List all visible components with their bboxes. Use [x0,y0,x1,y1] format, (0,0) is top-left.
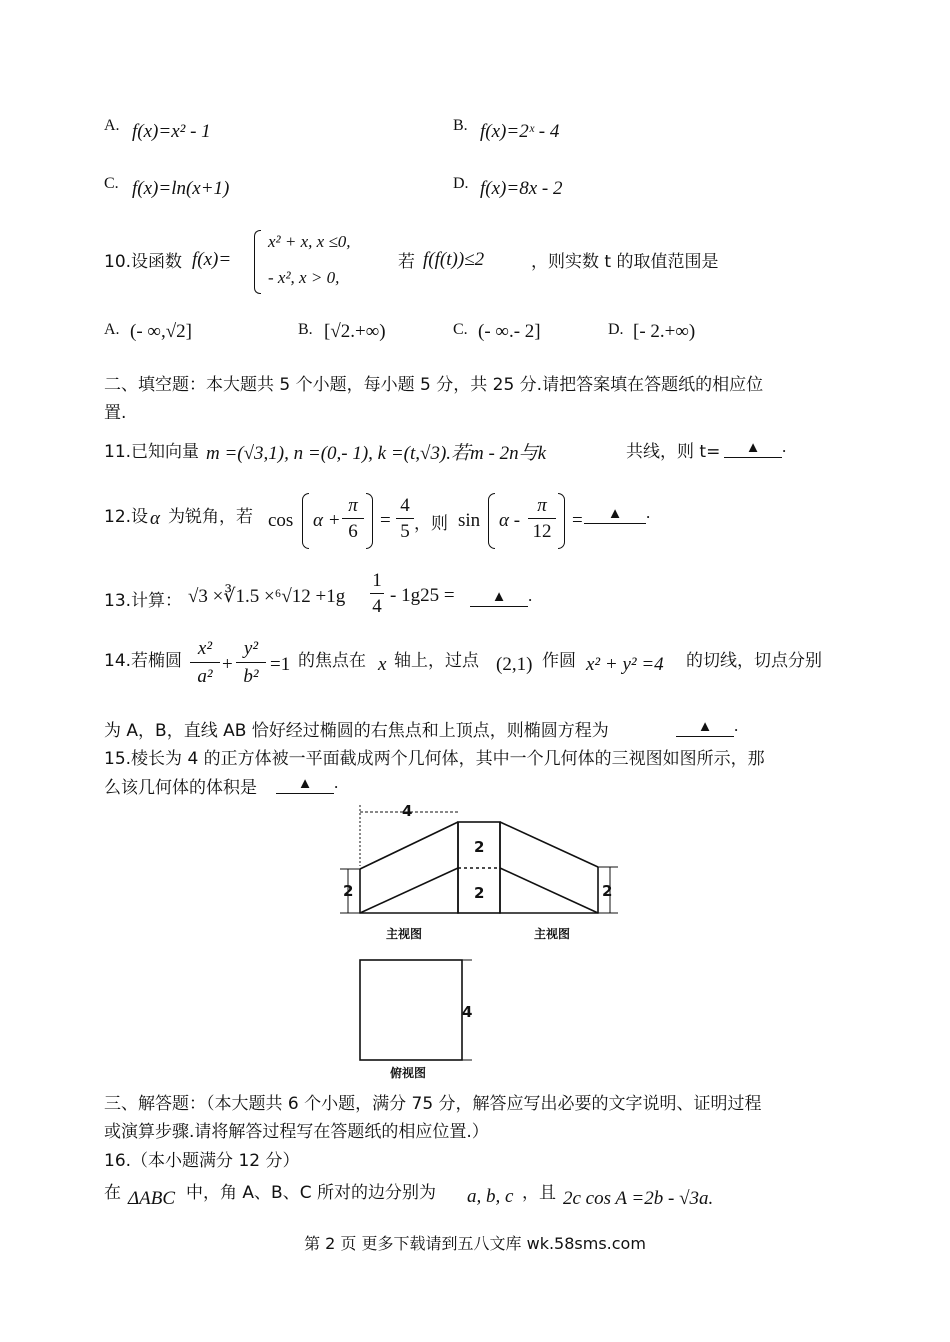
front-view-top-edge [360,822,458,869]
caption-side-view: 主视图 [534,927,571,941]
q9-option-b-expr: f(x)=2ˣ - 4 [480,121,560,142]
q14-point: (2,1) [496,654,533,675]
q10-cond: f(f(t))≤2 [423,249,485,270]
q10-option-d-expr: [- 2.+∞) [633,321,696,342]
q16-condition: 2c cos A =2b - √3a. [563,1188,714,1209]
q12-prefix: 12.设 [104,507,149,527]
q14-xvar: x [378,654,387,675]
dim-left-label: 2 [343,882,354,900]
three-view-figure [330,800,630,1082]
top-view-square [360,960,462,1060]
q12-then: ，则 [414,514,448,534]
q14-a2: a² [197,666,213,687]
q10-brace [254,230,261,294]
q14-frac-y2-b2 [236,636,266,691]
q14-frac-x2-a2 [190,636,220,691]
front-view-outline [360,822,458,913]
q16-triangle: ΔABC [128,1188,176,1209]
front-view-diagonal [360,868,458,913]
dim-mid-upper-label: 2 [474,838,485,856]
q12-alpha-plus: α + [313,510,341,531]
q15-line2: 么该几何体的体积是 [104,778,257,798]
q12-alpha-minus: α - [499,510,521,531]
q9-option-a-expr: f(x)=x² - 1 [132,121,211,142]
q11-end: . [782,437,787,456]
q10-mid: 若 [398,252,415,272]
q15-line1: 15.棱长为 4 的正方体被一平面截成两个几何体，其中一个几何体的三视图如图所示，那 [104,749,765,769]
q9-option-a-label: A. [104,117,120,134]
q12-six: 6 [348,521,358,542]
q14-y2: y² [236,636,266,663]
q13-expr: √3 ×∛1.5 ×⁶√12 +1g [188,586,346,607]
q12-paren-right-1 [366,493,373,549]
q13-answer-blank[interactable]: ▲ [470,588,528,607]
dim-mid-lower-label: 2 [474,884,485,902]
q10-case2: - x², x > 0, [268,268,340,287]
side-view-diagonal [500,868,598,913]
q12-frac-pi-12 [528,494,556,545]
q11-suffix: 共线，则 t= [626,442,721,462]
q13-four: 4 [372,596,382,617]
q16-t2: 中，角 A、B、C 所对的边分别为 [186,1183,436,1203]
q14-plus: + [222,654,233,675]
q16-t1: 在 [104,1183,121,1203]
q10-option-c-expr: (- ∞.- 2] [478,321,541,342]
q12-pi: π [342,494,364,519]
q14-prefix: 14.若椭圆 [104,651,183,671]
q10-option-b-expr: [√2.+∞) [324,321,386,342]
q10-prefix: 10.设函数 [104,252,183,272]
q12-four: 4 [396,494,414,519]
q13-one: 1 [370,569,384,594]
q16-t3: ，且 [522,1183,556,1203]
q11-answer-blank[interactable]: ▲ [724,439,782,458]
q14-t2: 轴上，过点 [394,651,479,671]
q10-fx: f(x)= [192,249,232,270]
section2-heading-line2: 置. [104,403,127,423]
q12-alpha: α [150,508,160,529]
q12-pi-2: π [528,494,556,519]
q9-option-c-label: C. [104,175,119,192]
q12-end: . [646,503,651,522]
section3-heading-line1: 三、解答题：（本大题共 6 个小题，满分 75 分，解答应写出必要的文字说明、证明过程 [104,1094,762,1114]
q12-eq2: = [572,510,583,531]
q14-b2: b² [243,666,259,687]
dim-square-label: 4 [462,1003,473,1021]
dim-top-label: 4 [402,802,413,820]
q14-x2: x² [190,636,220,663]
q15-answer [276,773,338,794]
q12-mid: 为锐角，若 [168,507,253,527]
q10-suffix: ，则实数 t 的取值范围是 [531,252,719,272]
q12-paren-left-2 [488,493,495,549]
q14-end: . [734,716,739,735]
q14-t4: 的切线，切点分别 [686,651,822,671]
q9-option-b-label: B. [453,117,468,134]
q12-paren-right-2 [558,493,565,549]
q13-rest: - 1g25 = [390,585,455,606]
q12-answer-blank[interactable]: ▲ [584,505,646,524]
q10-option-b-label: B. [298,321,313,338]
q16-title: 16.（本小题满分 12 分） [104,1151,300,1171]
q12-frac-pi-6 [342,494,364,545]
q10-option-a-expr: (- ∞,√2] [130,321,192,342]
q12-eq: = [380,510,391,531]
q16-abc: a, b, c [467,1186,514,1207]
side-view-outline [500,822,598,913]
q11-expr: m =(√3,1), n =(0,- 1), k =(t,√3).若m - 2n与k [206,443,547,464]
q12-answer [584,503,650,524]
q9-option-d-expr: f(x)=8x - 2 [480,178,563,199]
q11-prefix: 11.已知向量 [104,442,200,462]
q9-option-d-label: D. [453,175,469,192]
q11-answer [724,437,786,458]
q13-answer [470,586,532,607]
caption-front-view: 主视图 [386,927,423,941]
q15-end: . [334,773,339,792]
q9-option-c-expr: f(x)=ln(x+1) [132,178,230,199]
page-footer: 第 2 页 更多下载请到五八文库 wk.58sms.com [304,1234,646,1253]
q10-option-d-label: D. [608,321,624,338]
q10-option-a-label: A. [104,321,120,338]
q14-answer-blank[interactable]: ▲ [676,718,734,737]
q15-answer-blank[interactable]: ▲ [276,775,334,794]
q14-line2: 为 A，B，直线 AB 恰好经过椭圆的右焦点和上顶点，则椭圆方程为 [104,721,609,741]
dim-right-label: 2 [602,882,613,900]
q12-five: 5 [400,521,410,542]
section2-heading-line1: 二、填空题：本大题共 5 个小题，每小题 5 分，共 25 分.请把答案填在答题纸的相应位 [104,375,764,395]
q14-answer [676,716,738,737]
q12-cos: cos [268,510,294,531]
q14-t3: 作圆 [542,651,576,671]
q14-t1: 的焦点在 [298,651,366,671]
q13-frac-1-4 [370,569,384,620]
q12-sin: sin [458,510,481,531]
section3-heading-line2: 或演算步骤.请将解答过程写在答题纸的相应位置.） [104,1122,489,1142]
q10-option-c-label: C. [453,321,468,338]
side-view-top-edge [500,822,598,867]
caption-top-view: 俯视图 [390,1066,427,1080]
q13-prefix: 13.计算： [104,591,183,611]
q13-end: . [528,586,533,605]
q10-case1: x² + x, x ≤0, [268,232,351,251]
q12-frac-4-5 [396,494,414,545]
q12-twelve: 12 [532,521,552,542]
q12-paren-left-1 [302,493,309,549]
q14-circle: x² + y² =4 [586,654,664,675]
q14-eq1: =1 [270,654,291,675]
